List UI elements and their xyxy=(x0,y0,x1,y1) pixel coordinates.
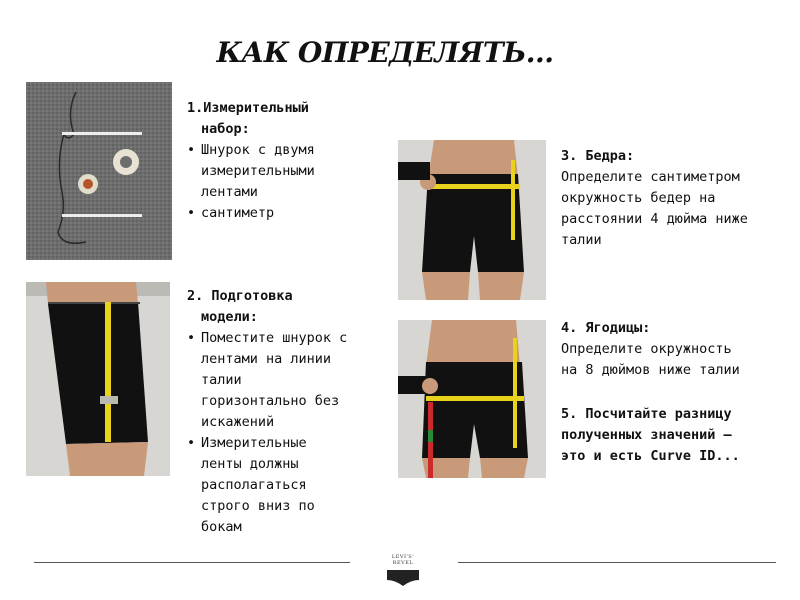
prep-heading: 2. Подготовка xyxy=(187,288,293,304)
model-prep-text xyxy=(187,286,392,538)
buttocks-text xyxy=(561,318,797,381)
buttocks-line: Определите окружность xyxy=(561,341,732,357)
hips-line: Определите сантиметром xyxy=(561,169,740,185)
prep-item-line: бокам xyxy=(201,519,242,535)
buttocks-measure-photo xyxy=(398,320,546,478)
logo-text: LEVI'S' REVEL xyxy=(391,554,415,566)
hips-measure-photo xyxy=(398,140,546,300)
measuring-kit-photo xyxy=(26,82,172,260)
buttocks-heading: 4. Ягодицы: xyxy=(561,320,651,336)
batwing-icon xyxy=(383,566,423,588)
prep-heading-cont: модели: xyxy=(201,309,258,325)
levis-revel-logo xyxy=(383,554,423,584)
kit-heading: 1.Измерительный xyxy=(187,100,309,116)
curve-id-line: полученных значений – xyxy=(561,427,732,443)
side-view-photo xyxy=(26,282,170,476)
prep-item-line: ленты должны xyxy=(201,456,299,472)
kit-item xyxy=(187,203,387,224)
measuring-kit-text xyxy=(187,98,387,224)
footer-divider-right xyxy=(458,562,776,563)
prep-item-line: располагаться xyxy=(201,477,307,493)
hips-line: талии xyxy=(561,232,602,248)
curve-id-text xyxy=(561,404,797,467)
prep-item xyxy=(187,328,392,433)
prep-item-line: искажений xyxy=(201,414,275,430)
hips-heading: 3. Бедра: xyxy=(561,148,635,164)
prep-item-line: • Измерительные xyxy=(201,435,307,451)
kit-heading-cont: набор: xyxy=(201,121,250,137)
kit-item-line: измерительными xyxy=(201,163,315,179)
kit-item xyxy=(187,140,387,203)
buttocks-line: на 8 дюймов ниже талии xyxy=(561,362,740,378)
hips-line: окружность бедер на xyxy=(561,190,716,206)
curve-id-line: это и есть Curve ID... xyxy=(561,448,740,464)
footer-divider-left xyxy=(34,562,350,563)
prep-item-line: лентами на линии xyxy=(201,351,332,367)
hips-line: расстоянии 4 дюйма ниже xyxy=(561,211,748,227)
prep-item-line: • Поместите шнурок с xyxy=(201,330,348,346)
prep-item-line: горизонтально без xyxy=(201,393,340,409)
kit-item-line: • Шнурок с двумя xyxy=(201,142,315,158)
kit-item-line: • сантиметр xyxy=(201,205,275,221)
page-title: КАК ОПРЕДЕЛЯТЬ... xyxy=(216,36,554,69)
kit-item-line: лентами xyxy=(201,184,258,200)
curve-id-line: 5. Посчитайте разницу xyxy=(561,406,732,422)
prep-item xyxy=(187,433,392,538)
prep-item-line: талии xyxy=(201,372,242,388)
hips-text xyxy=(561,146,797,251)
prep-item-line: строго вниз по xyxy=(201,498,315,514)
